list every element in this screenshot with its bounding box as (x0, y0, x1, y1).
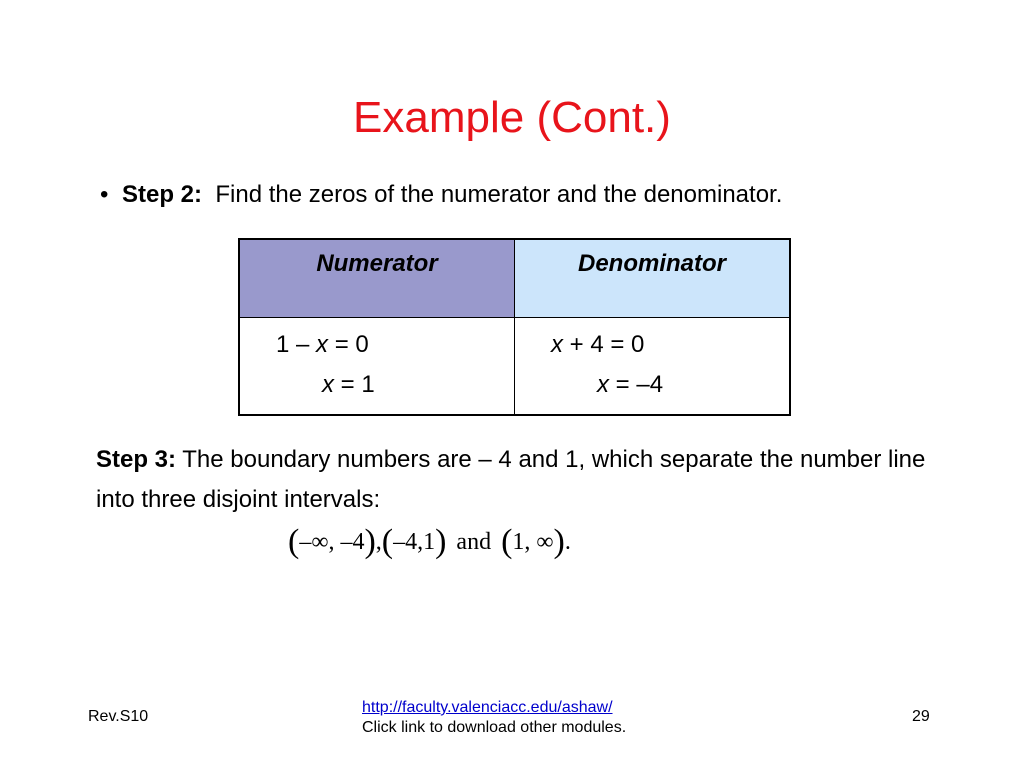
interval-3: 1, ∞ (512, 529, 554, 555)
page-number: 29 (912, 708, 930, 725)
step2-label: Step 2: (122, 181, 203, 208)
intervals-expression: (–∞, –4),(–4,1) and (1, ∞). (288, 523, 571, 560)
and-word: and (456, 529, 492, 555)
denominator-header: Denominator (515, 239, 791, 318)
zeros-table (238, 238, 791, 416)
numerator-equation-2: x = 1 (322, 371, 375, 398)
bullet-icon: • (100, 181, 109, 208)
slide-title: Example (Cont.) (353, 93, 671, 142)
table-header-row (239, 239, 790, 318)
step3-paragraph (96, 440, 956, 520)
step2-line (100, 178, 782, 212)
revision-label: Rev.S10 (88, 708, 149, 725)
faculty-link[interactable]: http://faculty.valenciacc.edu/ashaw/ (362, 699, 613, 716)
numerator-header: Numerator (239, 239, 515, 318)
step3-label: Step 3: (96, 446, 177, 473)
denominator-equation-2: x = –4 (597, 371, 664, 398)
interval-2: –4,1 (393, 529, 436, 555)
table-row (239, 318, 790, 416)
interval-1: –∞, –4 (299, 529, 365, 555)
denominator-equation-1: x + 4 = 0 (551, 331, 645, 358)
footer-center (362, 698, 626, 738)
step2-text: Find the zeros of the numerator and the denominator. (215, 181, 783, 208)
step3-text: The boundary numbers are – 4 and 1, which separate the number line into three disjoint intervals: (96, 446, 926, 513)
numerator-equation-1: 1 – x = 0 (276, 331, 369, 358)
numerator-cell (239, 318, 515, 416)
denominator-cell (515, 318, 791, 416)
link-caption: Click link to download other modules. (362, 719, 627, 736)
